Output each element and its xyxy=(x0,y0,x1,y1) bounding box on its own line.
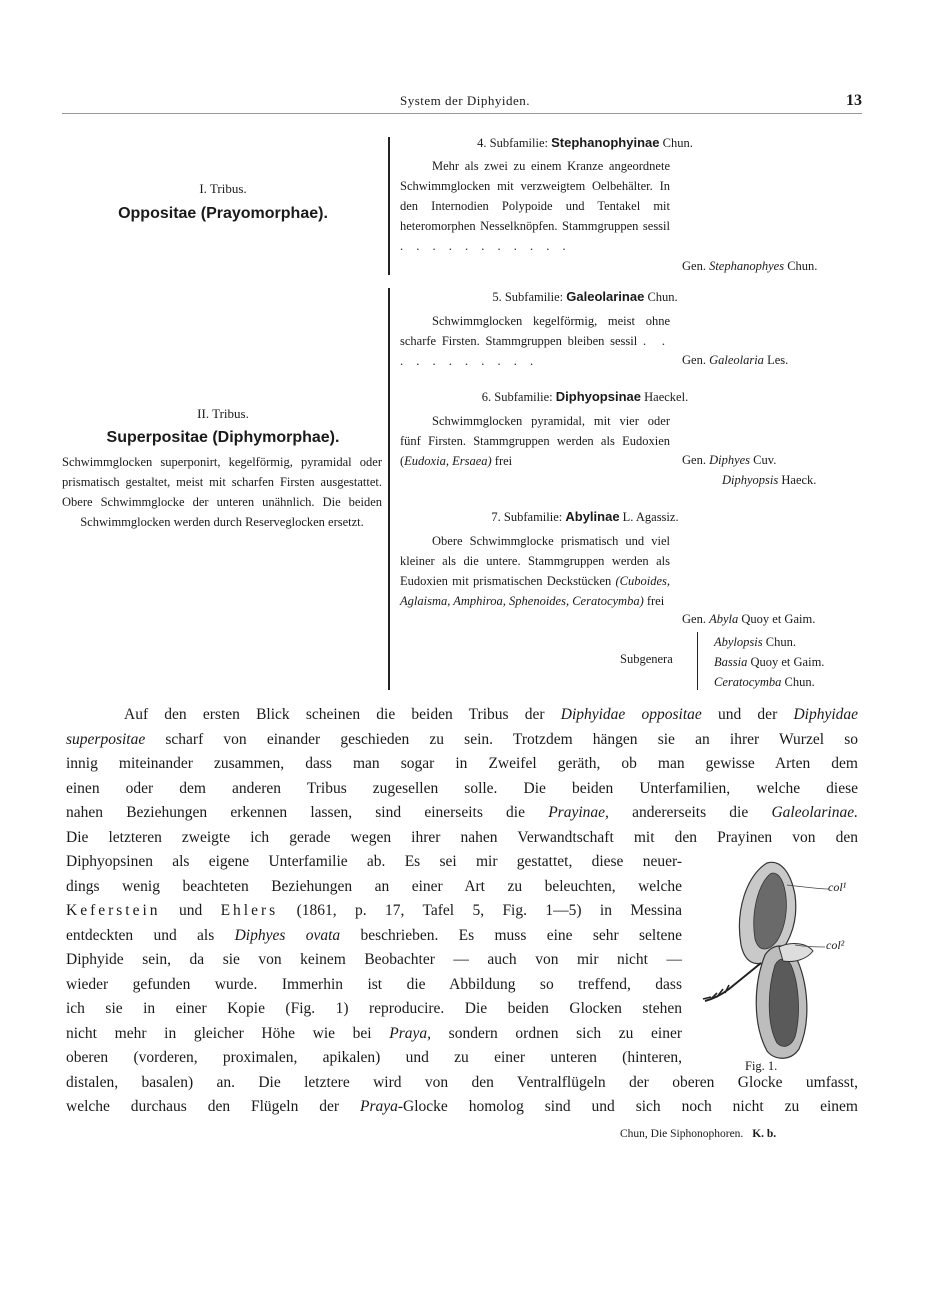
body-text-segment: Diphyes ovata xyxy=(234,926,341,944)
tribus-1-label: I. Tribus. xyxy=(199,181,247,196)
body-text-segment: beschrieben. Es muss eine sehr seltene xyxy=(340,926,683,944)
body-text-segment: distalen, basalen) an. Die letztere wird von den Ventralflügeln der oberen Glocke umfasst, xyxy=(66,1073,858,1091)
body-text-segment: und der xyxy=(701,706,794,723)
body-text-segment: Prayinae, xyxy=(548,804,609,821)
tribus-1-name: Oppositae (Prayomorphae). xyxy=(118,205,328,222)
tribus-2-name: Superpositae (Diphymorphae). xyxy=(106,429,340,446)
genus-name: Abyla xyxy=(709,612,739,626)
genus-author: Chun. xyxy=(787,259,818,273)
subfamily-5-description xyxy=(400,311,670,371)
footer-signature: K. b. xyxy=(752,1128,777,1140)
genus-prefix: Gen. xyxy=(682,259,706,273)
subfamily-6-heading xyxy=(400,389,770,405)
subfamily-5-genus xyxy=(682,353,788,368)
body-text-line xyxy=(66,902,682,920)
body-text-line xyxy=(66,1025,682,1043)
subgenus-author: Chun. xyxy=(784,675,815,689)
body-text-line xyxy=(66,927,682,945)
genus-author: Quoy et Gaim. xyxy=(741,612,816,626)
body-text-segment: -Glocke homolog sind und sich noch nicht zu einem xyxy=(397,1098,858,1115)
body-text-line xyxy=(66,804,858,822)
subgenera-label: Subgenera xyxy=(620,652,673,666)
subfamily-7-name: Abylinae xyxy=(565,509,620,524)
footer-signature-line xyxy=(620,1128,776,1140)
body-text-segment: nicht mehr in gleicher Höhe wie bei xyxy=(66,1024,390,1042)
subgenus-author: Chun. xyxy=(765,635,796,649)
subfamily-7-text-b: frei xyxy=(643,594,665,608)
body-text-segment: sondern ordnen sich zu einer xyxy=(431,1024,682,1042)
subfamily-7-text-italic: (Cuboides, Aglaisma, Amphiroa, Sphenoides, Ceratocymba) xyxy=(400,574,670,608)
body-text-segment: Ehlers xyxy=(220,902,279,919)
subfamily-6-genus-2 xyxy=(722,473,816,488)
body-text-segment: (1861, p. 17, Tafel 5, Fig. 1—5) in Messina xyxy=(278,902,683,919)
genus-author: Les. xyxy=(767,353,789,367)
subfamily-7-author: L. Agassiz. xyxy=(622,510,679,524)
body-text-segment: entdeckten und als xyxy=(66,926,235,944)
body-text-line xyxy=(66,976,682,994)
genus-author: Cuv. xyxy=(753,453,777,467)
subfamily-4-heading xyxy=(400,135,770,151)
body-text-line xyxy=(66,829,858,847)
body-text-segment: ich sie in einer Kopie (Fig. 1) reproducire. Die beiden Glocken stehen xyxy=(66,1000,682,1017)
subfamily-6-number: 6. Subfamilie: xyxy=(481,390,553,404)
subfamily-4-description xyxy=(400,156,670,256)
subfamily-6-text-italic: Eudoxia, Ersaea) xyxy=(404,454,492,468)
body-text-segment: Die letzteren zweigte ich gerade wegen ihrer nahen Verwandtschaft mit den Prayinen von den xyxy=(66,828,858,846)
body-text-segment: und xyxy=(160,902,221,919)
subfamily-6-author: Haeckel. xyxy=(644,390,689,404)
body-text-segment: dings wenig beachteten Beziehungen an einer Art zu beleuchten, welche xyxy=(66,877,682,895)
subgenus-name: Ceratocymba xyxy=(714,675,782,689)
subfamily-4-text: Mehr als zwei zu einem Kranze angeordnete Schwimmglocken mit verzweigtem Oelbehälter. In den Internodien Polypoide und Tentakel mit heteromorphen Nesselknöpfen. Stammgruppen sessil xyxy=(400,159,670,233)
subfamily-7-number: 7. Subfamilie: xyxy=(491,510,563,524)
subgenus-name: Bassia xyxy=(714,655,748,669)
leader-dots: . . . . . . . . . . . xyxy=(400,239,571,253)
genus-author: Haeck. xyxy=(781,473,817,487)
subfamily-6-genus xyxy=(682,453,776,468)
subfamily-6-description xyxy=(400,411,670,471)
subgenus-item xyxy=(714,652,824,672)
body-text-segment: superpositae xyxy=(66,730,146,748)
body-text-segment: Praya xyxy=(360,1098,398,1115)
tribus-2-description: Schwimmglocken superponirt, kegelförmig, pyramidal oder prismatisch gestaltet, meist mit scharfen Firsten ausgestattet. Obere Schwimmglocke der unteren unähnlich. Die beiden Schwimmglocken werden durch Reserveglocken ersetzt. xyxy=(62,455,382,529)
body-text-line xyxy=(66,951,682,969)
body-text-segment: einen oder dem anderen Tribus zugesellen solle. Die beiden Unterfamilien, welche diese xyxy=(66,779,858,797)
body-text-line xyxy=(66,731,858,749)
subfamily-5-text: Schwimmglocken kegelförmig, meist ohne scharfe Firsten. Stammgruppen bleiben sessil xyxy=(400,314,670,348)
genus-name: Stephanophyes xyxy=(709,259,785,273)
genus-name: Galeolaria xyxy=(709,353,764,367)
figure-label-col2: col² xyxy=(826,938,845,952)
body-text-segment: andererseits die xyxy=(608,804,772,821)
subgenera-bracket xyxy=(697,632,698,690)
subfamily-7-description xyxy=(400,531,670,611)
body-text-line xyxy=(66,853,682,871)
body-text-segment: Diphyidae xyxy=(793,706,859,723)
subgenus-item xyxy=(714,632,824,652)
header-rule xyxy=(62,113,862,114)
body-text-line xyxy=(66,755,858,773)
body-text-segment: wieder gefunden wurde. Immerhin ist die Abbildung so treffend, dass xyxy=(66,975,682,993)
tribus-2-label: II. Tribus. xyxy=(197,406,249,421)
subfamily-7-text-a: Obere Schwimmglocke prismatisch und viel kleiner als die untere. Stammgruppen werden als Eudoxien mit prismatischen Deckstücken xyxy=(400,534,670,588)
body-text-segment: Keferstein xyxy=(66,902,161,919)
body-text-segment: oberen (vorderen, proximalen, apikalen) und zu einer unteren (hinteren, xyxy=(66,1049,682,1066)
footer-text: Chun, Die Siphonophoren. xyxy=(620,1128,744,1140)
body-text-line xyxy=(66,1098,858,1116)
body-text-segment: welche durchaus den Flügeln der xyxy=(66,1098,360,1115)
subfamily-4-name: Stephanophyinae xyxy=(551,135,660,150)
subfamily-7-genus xyxy=(682,612,815,627)
subgenus-item xyxy=(714,672,824,692)
body-text-segment: scharf von einander geschieden zu sein. Trotzdem hängen sie an ihrer Wurzel so xyxy=(145,730,858,748)
subfamily-5-number: 5. Subfamilie: xyxy=(492,290,564,304)
body-text-line xyxy=(66,780,858,798)
body-text-segment: Diphyidae oppositae xyxy=(560,706,702,723)
subfamily-6-text-a: Schwimmglocken pyramidal, mit vier oder fünf Firsten. Stammgruppen werden als Eudoxien ( xyxy=(400,414,670,468)
subfamily-6-name: Diphyopsinae xyxy=(555,389,641,404)
body-text-line xyxy=(66,1000,682,1018)
body-text-segment: nahen Beziehungen erkennen lassen, sind einerseits die xyxy=(66,804,549,821)
brace-line-tribus-2 xyxy=(388,288,390,690)
page-number: 13 xyxy=(846,92,862,109)
subfamily-4-genus xyxy=(682,259,817,274)
body-text-segment: Diphyide sein, da sie von keinem Beobachter — auch von mir nicht — xyxy=(66,951,682,968)
subgenus-author: Quoy et Gaim. xyxy=(750,655,825,669)
body-text-line xyxy=(66,1074,858,1092)
body-text-segment: Diphyopsinen als eigene Unterfamilie ab. Es sei mir gestattet, diese neuer- xyxy=(66,853,682,870)
body-text-line xyxy=(66,878,682,896)
body-text-line xyxy=(66,1049,682,1067)
subfamily-6-text-b: frei xyxy=(491,454,513,468)
genus-name: Diphyes xyxy=(709,453,751,467)
brace-line-tribus-1 xyxy=(388,137,390,275)
body-text-line xyxy=(124,706,858,724)
body-text-segment: Praya, xyxy=(389,1024,432,1042)
figure-caption: Fig. 1. xyxy=(745,1059,778,1073)
subfamily-7-heading xyxy=(400,509,770,525)
body-text-segment: Auf den ersten Blick scheinen die beiden Tribus der xyxy=(124,706,561,723)
genus-prefix: Gen. xyxy=(682,612,706,626)
body-text-segment: innig miteinander zusammen, dass man sogar in Zweifel geräth, ob man gewisse Arten dem xyxy=(66,755,858,772)
genus-prefix: Gen. xyxy=(682,453,706,467)
genus-name: Diphyopsis xyxy=(722,473,779,487)
subfamily-5-heading xyxy=(400,289,770,305)
subgenera-list xyxy=(714,632,824,692)
subgenus-name: Abylopsis xyxy=(714,635,763,649)
body-text-segment: Galeolarinae. xyxy=(771,804,858,821)
running-head: System der Diphyiden. xyxy=(399,93,530,108)
subfamily-5-author: Chun. xyxy=(647,290,678,304)
subfamily-5-name: Galeolarinae xyxy=(566,289,645,304)
leader-dots: . . . . . . . . . . . xyxy=(400,334,671,368)
genus-prefix: Gen. xyxy=(682,353,706,367)
subfamily-4-number: 4. Subfamilie: xyxy=(477,136,548,150)
figure-label-col1: col¹ xyxy=(828,880,847,894)
subfamily-4-author: Chun. xyxy=(662,136,693,150)
